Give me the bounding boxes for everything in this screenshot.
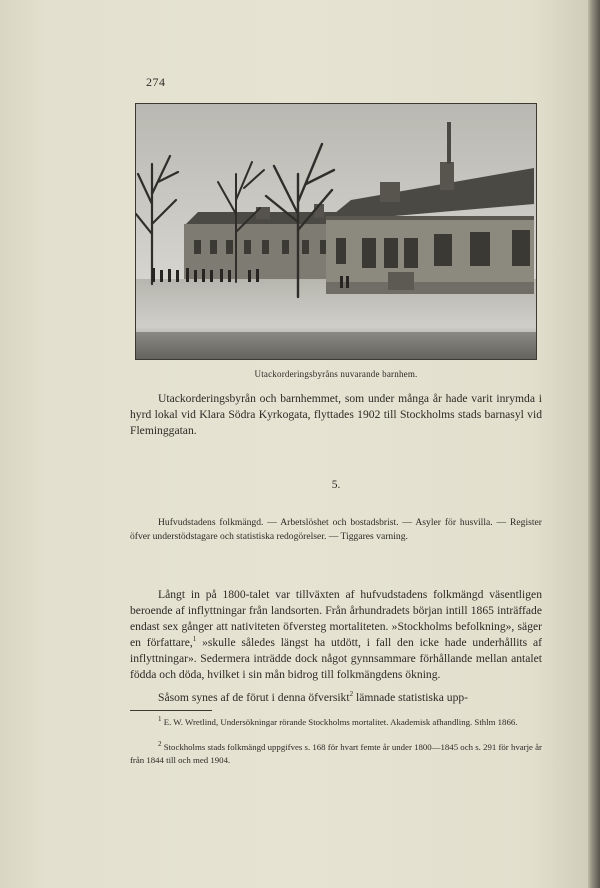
footnote-2-mark: 2 [158,740,162,749]
page-number: 274 [146,75,166,89]
paragraph-population-text-a: Långt in på 1800-talet var tillväxten af hufvudstadens folkmängd väsentligen beroende af inflyttningar från landsorten. Från århundradets början intill 1865 inträffade endast sex gånger att nativiteten öfversteg mortaliteten. »Stockholms befolkning», säger en författare, [130,588,542,649]
paragraph-population-text-b: »skulle således längst ha utdött, i fall den icke hade underhållits af inflyttningar». Sedermera inträdde dock något gynnsammare förhållande mellan antalet födda och döda, hvilket i sin mån bidrog till folkmängdens ökning. [130,636,542,681]
paragraph-statistics-text-a: Såsom synes af de förut i denna öfversikt [158,691,350,704]
book-binding-edge [588,0,600,888]
section-number: 5. [331,479,341,491]
paragraph-relocation: Utackorderingsbyrån och barnhemmet, som under många år hade varit inrymda i hyrd lokal vid Klara Södra Kyrkogata, flyttades 1902 till Stockholms stads barnasyl vid Fleminggatan. [130,392,542,437]
paragraph-statistics-text-b: lämnade statistiska upp- [353,691,469,704]
footnote-1-mark: 1 [158,715,162,724]
footnote-1 [130,716,542,729]
footnote-ref-2: 2 [349,690,354,699]
paragraph-population [130,587,542,683]
footnote-2 [130,741,542,766]
figure-caption: Utackorderingsbyråns nuvarande barnhem. [254,369,418,379]
footnote-2-text: Stockholms stads folkmängd uppgifves s. 168 för hvart femte år under 1800—1845 och s. 291 för hvarje år från 1844 till och med 1904. [130,742,542,765]
paragraph-statistics [130,690,542,706]
building-photograph [135,103,537,360]
photo-illustration [136,104,536,359]
footnote-ref-1: 1 [192,635,197,644]
section-summary: Hufvudstadens folkmängd. — Arbetslöshet och bostadsbrist. — Asyler för husvilla. — Register öfver understödstagare och statistiska redogörelser. — Tiggares varning. [130,517,542,542]
footnote-1-text: E. W. Wretlind, Undersökningar rörande Stockholms mortalitet. Akademisk afhandling. Sthlm 1866. [161,717,518,727]
footnote-divider [130,710,212,711]
